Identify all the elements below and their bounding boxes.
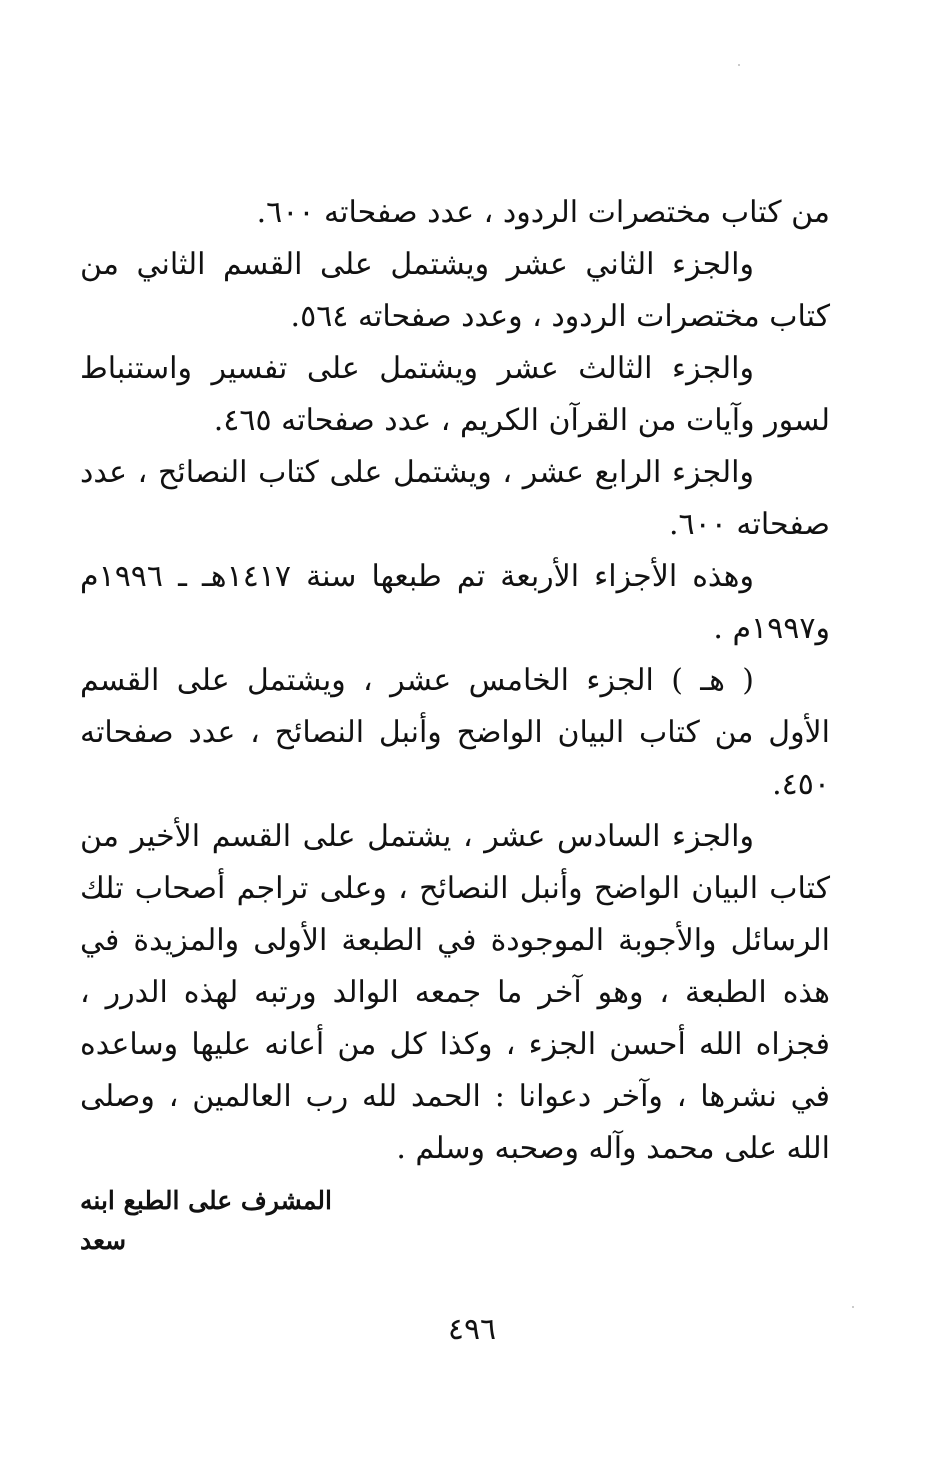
paragraph-5: وهذه الأجزاء الأربعة تم طبعها سنة ١٤١٧هـ ـ ١٩٩٦م و١٩٩٧م .	[80, 559, 830, 646]
scan-speck	[852, 1306, 854, 1308]
paragraph-7: والجزء السادس عشر ، يشتمل على القسم الأخير من كتاب البيان الواضح وأنبل النصائح ، وعلى تراجم أصحاب تلك الرسائل والأجوبة الموجودة في الطبعة الأولى والمزيدة في هذه الطبعة ، وهو آخر ما جمعه الوالد ورتبه لهذه الدرر ، فجزاه الله أحسن الجزء ، وكذا كل من أعانه عليها وساعده في نشرها ، وآخر دعوانا : الحمد لله رب العالمين ، وصلى الله على محمد وآله وصحبه وسلم .	[80, 819, 830, 1166]
paragraph-2: والجزء الثاني عشر ويشتمل على القسم الثاني من كتاب مختصرات الردود ، وعدد صفحاته ٥٦٤.	[80, 247, 830, 334]
paragraph-6: ( هـ ) الجزء الخامس عشر ، ويشتمل على القسم الأول من كتاب البيان الواضح وأنبل النصائح ، عدد صفحاته ٤٥٠.	[80, 663, 830, 802]
paragraph-4: والجزء الرابع عشر ، ويشتمل على كتاب النصائح ، عدد صفحاته ٦٠٠.	[80, 455, 830, 542]
page-number: ٤٩٦	[447, 1312, 497, 1347]
page-body	[80, 187, 830, 1261]
signature: المشرف على الطبع ابنه سعد	[80, 1186, 332, 1255]
scan-speck	[738, 64, 740, 66]
paragraph-1: من كتاب مختصرات الردود ، عدد صفحاته ٦٠٠.	[256, 195, 830, 230]
paragraph-3: والجزء الثالث عشر ويشتمل على تفسير واستنباط لسور وآيات من القرآن الكريم ، عدد صفحاته ٤٦٥.	[80, 351, 830, 438]
